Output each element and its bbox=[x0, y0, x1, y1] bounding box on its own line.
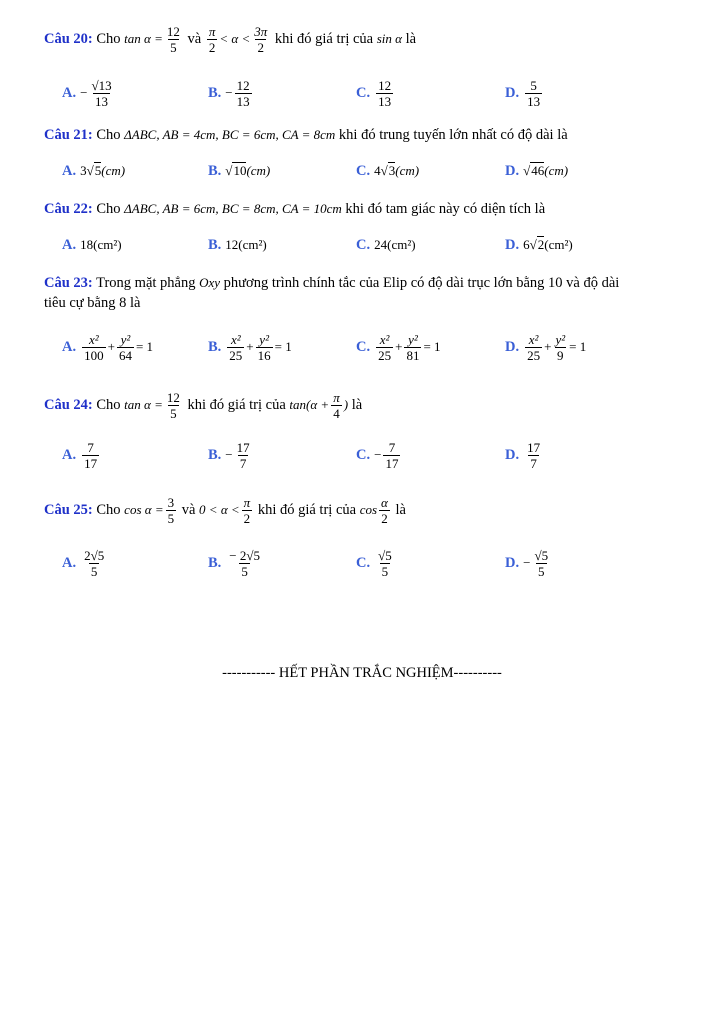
option-c: C. 24(cm²) bbox=[356, 237, 416, 253]
option-b: B. 12(cm²) bbox=[208, 237, 267, 253]
question-20: Câu 20: Cho tan α = $\frac{12}{5}$ và $\frac{\pi}{2}$ < α < $\frac{3\pi}{2}$ khi đó giá trị của sin α là bbox=[44, 24, 417, 55]
question-22: Câu 22: Cho ΔABC, AB = 6cm, BC = 8cm, CA = 10cm khi đó tam giác này có diện tích là bbox=[44, 201, 546, 217]
question-25: Câu 25: Cho cos α = $\frac{3}{5}$ và 0 < α < $\frac{\pi}{2}$ khi đó giá trị của cos $\frac{\alpha}{2}$ là bbox=[44, 495, 406, 526]
option-a: A. $\frac{7}{17}$ bbox=[62, 440, 98, 471]
option-d: D. $\frac{\text{x²}}{25}$ + $\frac{\text{y²}}{9}$ = 1 bbox=[505, 332, 587, 363]
question-21: Câu 21: Cho ΔABC, AB = 4cm, BC = 6cm, CA = 8cm khi đó trung tuyến lớn nhất có độ dài là bbox=[44, 127, 568, 143]
option-a: A. $\frac{2√5}{5}$ bbox=[62, 548, 105, 579]
option-c: C. − $\frac{7}{17}$ bbox=[356, 440, 399, 471]
option-c: C. $\frac{12}{13}$ bbox=[356, 78, 392, 109]
option-d: D. √46(cm) bbox=[505, 163, 569, 179]
option-d: D. $\frac{5}{13}$ bbox=[505, 78, 541, 109]
option-a: A. − $\frac{√13}{13}$ bbox=[62, 78, 112, 109]
option-c: C. $\frac{\text{x²}}{25}$ + $\frac{\text{y²}}{81}$ = 1 bbox=[356, 332, 441, 363]
option-b: B. − $\frac{12}{13}$ bbox=[208, 78, 250, 109]
option-d: D. $\frac{17}{7}$ bbox=[505, 440, 541, 471]
end-of-section-footer: ----------- HẾT PHẦN TRẮC NGHIỆM---------- bbox=[222, 665, 502, 681]
option-a: A. 3√5(cm) bbox=[62, 163, 126, 179]
option-a: A. 18(cm²) bbox=[62, 237, 122, 253]
option-d: D. − $\frac{√5}{5}$ bbox=[505, 548, 549, 579]
option-b: B. √10(cm) bbox=[208, 163, 271, 179]
option-a: A. $\frac{\text{x²}}{100}$ + $\frac{\text{y²}}{64}$ = 1 bbox=[62, 332, 154, 363]
option-d: D. 6√2(cm²) bbox=[505, 237, 573, 253]
option-b: B. $\frac{\text{x²}}{25}$ + $\frac{\text{y²}}{16}$ = 1 bbox=[208, 332, 292, 363]
question-24: Câu 24: Cho tan α = $\frac{12}{5}$ khi đó giá trị của tan(α + $\frac{\pi}{4}$ ) là bbox=[44, 390, 363, 421]
option-b: B. $\frac{- 2√5}{5}$ bbox=[208, 548, 261, 579]
option-b: B. − $\frac{17}{7}$ bbox=[208, 440, 250, 471]
option-c: C. $\frac{√5}{5}$ bbox=[356, 548, 392, 579]
question-23: Câu 23: Trong mặt phẳng Oxy phương trình chính tắc của Elip có độ dài trục lớn bằng 10 và độ dài tiêu cự bằng 8 là bbox=[44, 275, 620, 311]
option-c: C. 4√3(cm) bbox=[356, 163, 420, 179]
